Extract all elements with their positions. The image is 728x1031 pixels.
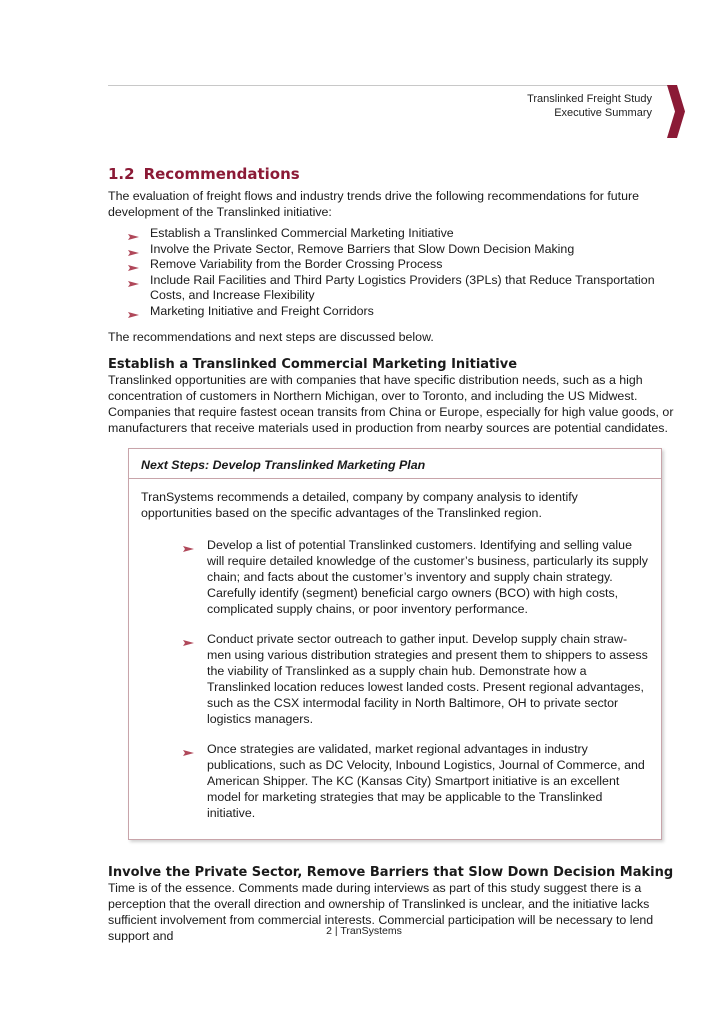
arrow-bullet-icon <box>128 246 139 254</box>
list-item: Conduct private sector outreach to gather input. Develop supply chain straw-men using various distribution strategies and present them to shippers to assess the viability of Translinked as a supply chain hub. Demonstrate how a Translinked location reduces lowest landed costs. Present regional advantages, such as the CSX intermodal facility in North Baltimore, OH to private sector logistics managers. <box>183 631 649 727</box>
running-header <box>527 92 652 120</box>
page-number: 2 <box>326 925 332 937</box>
header-rule <box>108 85 668 86</box>
header-title: Translinked Freight Study <box>527 93 652 105</box>
section-heading <box>108 165 688 183</box>
arrow-bullet-icon <box>128 277 139 285</box>
page-footer <box>0 925 728 937</box>
header-subtitle: Executive Summary <box>554 107 652 119</box>
list-item: Marketing Initiative and Freight Corridors <box>128 304 688 320</box>
footer-company: TranSystems <box>340 925 402 937</box>
list-item: Include Rail Facilities and Third Party Logistics Providers (3PLs) that Reduce Transportation Costs, and Increase Flexibility <box>128 273 688 304</box>
arrow-bullet-icon <box>128 308 139 316</box>
section-closing: The recommendations and next steps are discussed below. <box>108 330 434 344</box>
marketing-paragraph: Translinked opportunities are with companies that have specific distribution needs, such as a high concentration of customers in Northern Michigan, over to Toronto, and including the US Midwest. Companies that require fastest ocean transits from China or Europe, especially for high value goods, or manufacturers that receive materials used in production from nearby sources are potential candidates. <box>108 373 674 435</box>
private-sector-heading: Involve the Private Sector, Remove Barriers that Slow Down Decision Making <box>108 865 674 880</box>
header-tab-marker <box>667 85 685 138</box>
arrow-bullet-icon <box>183 635 194 643</box>
list-item: Develop a list of potential Translinked customers. Identifying and selling value will require detailed knowledge of the customer’s business, particularly its supply chain; and facts about the customer’s inventory and supply chain strategy. Carefully identify (segment) beneficial cargo owners (BCO) with high costs, complicated supply chains, or poor inventory performance. <box>183 537 649 617</box>
recommendations-list <box>108 226 688 319</box>
next-steps-title: Next Steps: Develop Translinked Marketing Plan <box>129 458 661 479</box>
next-steps-intro: TranSystems recommends a detailed, company by company analysis to identify opportunities based on the specific advantages of the Translinked region. <box>141 490 578 520</box>
arrow-bullet-icon <box>183 541 194 549</box>
list-item: Establish a Translinked Commercial Marketing Initiative <box>128 226 688 242</box>
marketing-heading: Establish a Translinked Commercial Marketing Initiative <box>108 357 518 372</box>
list-item: Remove Variability from the Border Crossing Process <box>128 257 688 273</box>
section-title: Recommendations <box>143 165 300 183</box>
next-steps-list <box>141 537 649 821</box>
page-content <box>108 165 688 944</box>
private-sector-paragraph: Time is of the essence. Comments made during interviews as part of this study suggest there is a perception that the overall direction and ownership of Translinked is unclear, and the initiative lacks sufficient involvement from commercial interests. Commercial participation will be necessary to lend support and <box>108 881 654 943</box>
arrow-bullet-icon <box>128 230 139 238</box>
section-intro: The evaluation of freight flows and industry trends drive the following recommendations for future development of the Translinked initiative: <box>108 189 640 219</box>
list-item: Involve the Private Sector, Remove Barriers that Slow Down Decision Making <box>128 242 688 258</box>
next-steps-box <box>128 448 662 840</box>
arrow-bullet-icon <box>183 745 194 753</box>
section-number: 1.2 <box>108 165 135 183</box>
arrow-bullet-icon <box>128 261 139 269</box>
footer-separator: | <box>334 925 338 937</box>
list-item: Once strategies are validated, market regional advantages in industry publications, such as DC Velocity, Inbound Logistics, Journal of Commerce, and American Shipper. The KC (Kansas City) Smartport initiative is an excellent model for marketing strategies that may be applicable to the Translinked initiative. <box>183 741 649 821</box>
